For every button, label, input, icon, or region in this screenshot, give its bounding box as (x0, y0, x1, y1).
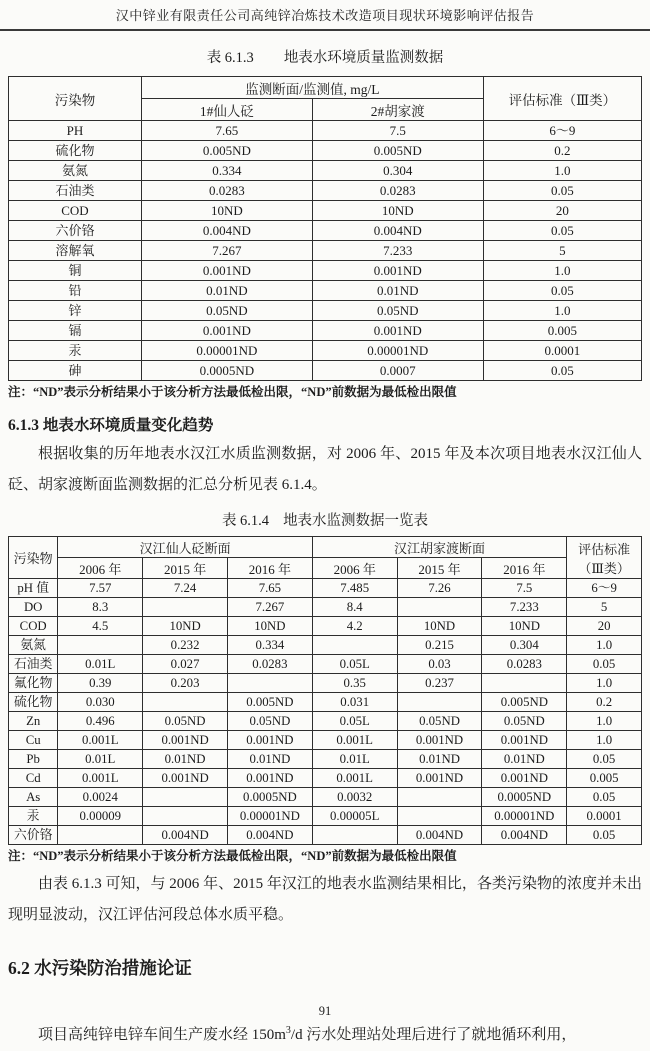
row-label-cell: 氨氮 (9, 636, 58, 655)
value-cell: 0.001L (312, 731, 397, 750)
value-cell: 10ND (141, 201, 312, 221)
column-header-monitoring-group: 监测断面/监测值, mg/L (141, 77, 483, 99)
table-row (9, 807, 642, 826)
table-row (9, 788, 642, 807)
value-cell: 0.004ND (141, 221, 312, 241)
value-cell: 0.334 (141, 161, 312, 181)
value-cell: 0.203 (143, 674, 228, 693)
value-cell: 0.2 (567, 693, 642, 712)
value-cell: 0.215 (397, 636, 482, 655)
value-cell: 7.65 (227, 579, 312, 598)
value-cell: 0.35 (312, 674, 397, 693)
row-label-cell: Cu (9, 731, 58, 750)
value-cell: 0.00001ND (312, 341, 483, 361)
value-cell: 0.004ND (482, 826, 567, 845)
section-title: 水污染防治措施论证 (34, 958, 192, 978)
table-6-1-3-caption (8, 46, 642, 67)
table-6-1-3-note: 注：“ND”表示分析结果小于该分析方法最低检出限，“ND”前数据为最低检出限值 (8, 385, 457, 399)
value-cell: 0.01ND (397, 750, 482, 769)
value-cell: 0.0007 (312, 361, 483, 381)
value-cell: 0.001ND (482, 731, 567, 750)
value-cell: 0.001ND (227, 769, 312, 788)
value-cell: 0.001ND (397, 731, 482, 750)
value-cell: 0.334 (227, 636, 312, 655)
table-row (9, 636, 642, 655)
row-label-cell: PH (9, 121, 142, 141)
column-header-year: 2016 年 (482, 558, 567, 579)
table-6-1-4-caption (8, 509, 642, 530)
value-cell: 20 (567, 617, 642, 636)
table-caption-title: 地表水环境质量监测数据 (283, 50, 444, 66)
value-cell: 0.05 (567, 788, 642, 807)
value-cell: 0.01ND (141, 281, 312, 301)
value-cell (143, 598, 228, 617)
value-cell: 1.0 (567, 636, 642, 655)
row-label-cell: 铅 (9, 281, 142, 301)
value-cell: 0.00001ND (227, 807, 312, 826)
table-row (9, 693, 642, 712)
value-cell (143, 807, 228, 826)
value-cell: 0.001ND (312, 321, 483, 341)
row-label-cell: 六价铬 (9, 221, 142, 241)
column-header-section1: 汉江仙人砭断面 (58, 537, 312, 558)
value-cell: 0.2 (483, 141, 641, 161)
row-label-cell: 六价铬 (9, 826, 58, 845)
table-header-row (9, 537, 642, 558)
column-header-year: 2015 年 (397, 558, 482, 579)
table-row (9, 321, 642, 341)
superscript-3: 3 (285, 1025, 291, 1036)
value-cell: 0.05ND (482, 712, 567, 731)
value-cell: 0.232 (143, 636, 228, 655)
table-row (9, 281, 642, 301)
row-label-cell: 汞 (9, 807, 58, 826)
value-cell: 0.005ND (227, 693, 312, 712)
row-label-cell: 汞 (9, 341, 142, 361)
table-caption-label: 表 6.1.3 (206, 50, 254, 66)
value-cell: 1.0 (483, 161, 641, 181)
value-cell: 0.001ND (143, 769, 228, 788)
table-caption-label: 表 6.1.4 (221, 513, 270, 529)
value-cell: 0.05 (483, 281, 641, 301)
value-cell: 0.004ND (397, 826, 482, 845)
value-cell: 0.304 (482, 636, 567, 655)
value-cell: 0.001ND (141, 261, 312, 281)
value-cell: 0.00001ND (141, 341, 312, 361)
column-header-year: 2016 年 (227, 558, 312, 579)
value-cell: 1.0 (483, 261, 641, 281)
column-header-pollutant: 污染物 (9, 537, 58, 579)
value-cell (482, 674, 567, 693)
value-cell: 20 (483, 201, 641, 221)
running-header: 汉中锌业有限责任公司高纯锌冶炼技术改造项目现状环境影响评估报告 (0, 5, 650, 31)
column-header-year: 2006 年 (58, 558, 143, 579)
row-label-cell: 石油类 (9, 181, 142, 201)
row-label-cell: 硫化物 (9, 141, 142, 161)
value-cell: 0.01ND (482, 750, 567, 769)
table-row (9, 750, 642, 769)
table-row (9, 301, 642, 321)
row-label-cell: 硫化物 (9, 693, 58, 712)
table-row (9, 261, 642, 281)
value-cell: 0.001L (312, 769, 397, 788)
value-cell (227, 674, 312, 693)
value-cell: 8.4 (312, 598, 397, 617)
row-label-cell: 镉 (9, 321, 142, 341)
row-label-cell: 氨氮 (9, 161, 142, 181)
value-cell: 0.0283 (312, 181, 483, 201)
value-cell: 10ND (227, 617, 312, 636)
table-row (9, 221, 642, 241)
value-cell: 4.5 (58, 617, 143, 636)
table-row (9, 826, 642, 845)
value-cell: 0.05 (483, 181, 641, 201)
value-cell: 0.05 (567, 655, 642, 674)
paragraph-trend-intro: 根据收集的历年地表水汉江水质监测数据，对 2006 年、2015 年及本次项目地表水汉江仙人砭、胡家渡断面监测数据的汇总分析见表 6.1.4。 (8, 446, 642, 493)
value-cell: 5 (567, 598, 642, 617)
value-cell: 7.485 (312, 579, 397, 598)
value-cell: 8.3 (58, 598, 143, 617)
value-cell: 1.0 (567, 674, 642, 693)
table-row (9, 121, 642, 141)
value-cell: 0.05L (312, 655, 397, 674)
value-cell: 0.05ND (141, 301, 312, 321)
value-cell: 7.57 (58, 579, 143, 598)
table-row (9, 241, 642, 261)
value-cell: 0.01L (58, 655, 143, 674)
row-label-cell: As (9, 788, 58, 807)
value-cell: 0.05ND (227, 712, 312, 731)
value-cell: 0.03 (397, 655, 482, 674)
row-label-cell: Cd (9, 769, 58, 788)
value-cell: 10ND (482, 617, 567, 636)
row-label-cell: 石油类 (9, 655, 58, 674)
row-label-cell: Pb (9, 750, 58, 769)
value-cell: 7.267 (141, 241, 312, 261)
column-header-standard: 评估标准（Ⅲ类） (483, 77, 641, 121)
value-cell: 0.05 (567, 750, 642, 769)
table-row (9, 579, 642, 598)
table-row (9, 141, 642, 161)
value-cell: 0.0005ND (482, 788, 567, 807)
table-row (9, 769, 642, 788)
value-cell: 0.05ND (312, 301, 483, 321)
value-cell (397, 788, 482, 807)
value-cell: 0.304 (312, 161, 483, 181)
value-cell: 0.005ND (141, 141, 312, 161)
column-header-site1: 1#仙人砭 (141, 99, 312, 121)
value-cell: 0.01ND (227, 750, 312, 769)
column-header-year: 2015 年 (143, 558, 228, 579)
paragraph-comparison: 由表 6.1.3 可知，与 2006 年、2015 年汉江的地表水监测结果相比，各类污染物的浓度并未出现明显波动，汉江评估河段总体水质平稳。 (8, 876, 642, 923)
value-cell: 0.0283 (227, 655, 312, 674)
value-cell: 0.39 (58, 674, 143, 693)
section-heading-6-1-3 (8, 413, 642, 435)
value-cell: 0.001ND (397, 769, 482, 788)
table-row (9, 361, 642, 381)
table-row (9, 731, 642, 750)
value-cell: 0.0005ND (227, 788, 312, 807)
column-header-year: 2006 年 (312, 558, 397, 579)
column-header-section2: 汉江胡家渡断面 (312, 537, 566, 558)
value-cell: 5 (483, 241, 641, 261)
value-cell: 10ND (312, 201, 483, 221)
page-number: 91 (318, 1004, 332, 1018)
row-label-cell: pH 值 (9, 579, 58, 598)
value-cell: 7.26 (397, 579, 482, 598)
column-header-site2: 2#胡家渡 (312, 99, 483, 121)
value-cell: 7.233 (482, 598, 567, 617)
table-row (9, 674, 642, 693)
value-cell: 1.0 (483, 301, 641, 321)
value-cell: 10ND (143, 617, 228, 636)
value-cell: 7.24 (143, 579, 228, 598)
value-cell: 0.004ND (143, 826, 228, 845)
value-cell: 0.001ND (312, 261, 483, 281)
value-cell: 0.001L (58, 769, 143, 788)
value-cell: 0.005ND (312, 141, 483, 161)
value-cell: 0.05L (312, 712, 397, 731)
value-cell: 0.005 (567, 769, 642, 788)
section-heading-6-2 (8, 955, 642, 980)
value-cell: 0.027 (143, 655, 228, 674)
value-cell (397, 807, 482, 826)
value-cell: 0.0283 (141, 181, 312, 201)
section-title: 地表水环境质量变化趋势 (42, 417, 214, 434)
value-cell (58, 826, 143, 845)
row-label-cell: COD (9, 201, 142, 221)
value-cell: 0.001ND (482, 769, 567, 788)
value-cell: 0.0283 (482, 655, 567, 674)
value-cell: 0.01L (312, 750, 397, 769)
value-cell: 0.001L (58, 731, 143, 750)
table-row (9, 161, 642, 181)
section-number: 6.1.3 (8, 417, 39, 434)
table-row (9, 712, 642, 731)
table-6-1-4-note: 注：“ND”表示分析结果小于该分析方法最低检出限，“ND”前数据为最低检出限值 (8, 849, 457, 863)
value-cell: 0.00005L (312, 807, 397, 826)
value-cell: 0.05 (567, 826, 642, 845)
table-header-row (9, 77, 642, 99)
table-6-1-3 (8, 76, 642, 381)
table-row (9, 617, 642, 636)
table-row (9, 341, 642, 361)
value-cell (58, 636, 143, 655)
value-cell: 0.05 (483, 221, 641, 241)
value-cell: 0.001ND (141, 321, 312, 341)
table-row (9, 598, 642, 617)
value-cell: 6～9 (567, 579, 642, 598)
value-cell: 0.0001 (483, 341, 641, 361)
value-cell: 0.237 (397, 674, 482, 693)
value-cell: 0.05ND (143, 712, 228, 731)
value-cell (397, 598, 482, 617)
value-cell: 0.05 (483, 361, 641, 381)
section-number: 6.2 (8, 958, 30, 978)
value-cell: 0.496 (58, 712, 143, 731)
value-cell: 0.005ND (482, 693, 567, 712)
table-header-row (9, 558, 642, 579)
value-cell: 0.0024 (58, 788, 143, 807)
row-label-cell: Zn (9, 712, 58, 731)
value-cell: 0.05ND (397, 712, 482, 731)
table-row (9, 655, 642, 674)
value-cell: 7.5 (482, 579, 567, 598)
row-label-cell: COD (9, 617, 58, 636)
value-cell: 1.0 (567, 731, 642, 750)
value-cell: 1.0 (567, 712, 642, 731)
value-cell: 4.2 (312, 617, 397, 636)
column-header-standard: 评估标准 （Ⅲ类） (567, 537, 642, 579)
value-cell: 7.233 (312, 241, 483, 261)
row-label-cell: DO (9, 598, 58, 617)
table-row (9, 201, 642, 221)
value-cell: 0.030 (58, 693, 143, 712)
value-cell: 0.001ND (143, 731, 228, 750)
value-cell: 0.004ND (312, 221, 483, 241)
value-cell: 6～9 (483, 121, 641, 141)
row-label-cell: 铜 (9, 261, 142, 281)
table-caption-title: 地表水监测数据一览表 (283, 513, 429, 529)
value-cell: 0.00001ND (482, 807, 567, 826)
value-cell: 0.005 (483, 321, 641, 341)
row-label-cell: 溶解氧 (9, 241, 142, 261)
paragraph-wastewater: 项目高纯锌电锌车间生产废水经 $150m^3/d$ 污水处理站处理后进行了就地循环利用， (38, 1025, 577, 1043)
value-cell: 0.00009 (58, 807, 143, 826)
value-cell: 10ND (397, 617, 482, 636)
value-cell: 0.01L (58, 750, 143, 769)
value-cell: 7.267 (227, 598, 312, 617)
column-header-pollutant: 污染物 (9, 77, 142, 121)
value-cell: 0.01ND (143, 750, 228, 769)
row-label-cell: 锌 (9, 301, 142, 321)
table-6-1-4 (8, 536, 642, 845)
value-cell: 0.001ND (227, 731, 312, 750)
value-cell: 0.031 (312, 693, 397, 712)
value-cell: 0.004ND (227, 826, 312, 845)
value-cell (312, 636, 397, 655)
value-cell: 0.0005ND (141, 361, 312, 381)
value-cell: 0.0032 (312, 788, 397, 807)
value-cell: 7.65 (141, 121, 312, 141)
value-cell: 7.5 (312, 121, 483, 141)
value-cell: 0.0001 (567, 807, 642, 826)
row-label-cell: 砷 (9, 361, 142, 381)
value-cell: 0.01ND (312, 281, 483, 301)
value-cell (143, 693, 228, 712)
value-cell (143, 788, 228, 807)
row-label-cell: 氟化物 (9, 674, 58, 693)
value-cell (312, 826, 397, 845)
value-cell (397, 693, 482, 712)
table-row (9, 181, 642, 201)
